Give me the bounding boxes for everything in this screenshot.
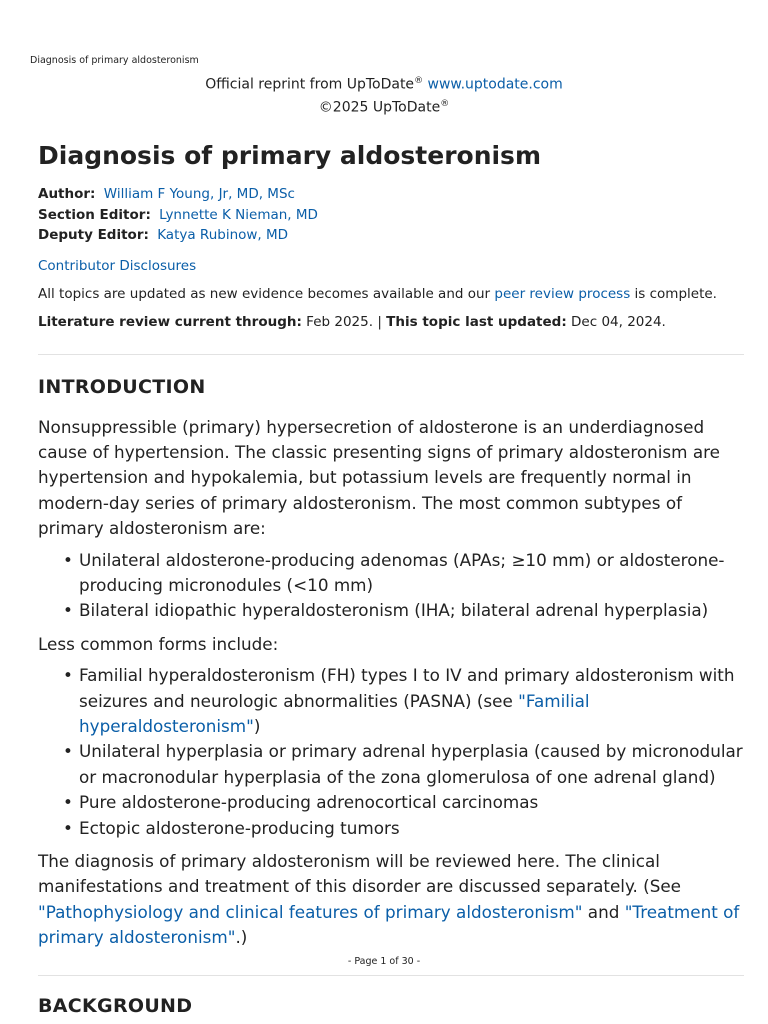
- article: [38, 138, 744, 1020]
- peer-review-link[interactable]: peer review process: [494, 285, 631, 302]
- pathophysiology-link[interactable]: "Pathophysiology and clinical features of primary aldosteronism": [38, 901, 583, 922]
- list-item: • Unilateral aldosterone-producing adenomas (APAs; ≥10 mm) or aldosterone-producing micronodules (<10 mm): [79, 548, 744, 599]
- running-header: Diagnosis of primary aldosteronism: [30, 55, 199, 66]
- reprint-line: [0, 72, 768, 95]
- section-editor-link[interactable]: Lynnette K Nieman, MD: [159, 206, 318, 223]
- intro-paragraph-3: [38, 849, 744, 951]
- page-number: - Page 1 of 30 -: [347, 956, 421, 967]
- list-item-text-end: ): [253, 715, 261, 736]
- deputy-editor-label: Deputy Editor:: [38, 227, 149, 243]
- notice-text-pre: All topics are updated as new evidence becomes available and our: [38, 285, 495, 302]
- contributor-disclosures-link[interactable]: Contributor Disclosures: [38, 257, 197, 274]
- familial-hyperaldosteronism-link[interactable]: "Familial hyperaldosteronism": [79, 690, 590, 736]
- deputy-editor-link[interactable]: Katya Rubinow, MD: [157, 227, 289, 243]
- review-separator: |: [373, 313, 387, 330]
- author-label: Author:: [38, 186, 96, 202]
- list-item: • Pure aldosterone-producing adrenocortical carcinomas: [79, 790, 744, 815]
- literature-review-date: Feb 2025.: [301, 313, 374, 330]
- registered-mark: ®: [414, 76, 424, 86]
- notice-text-post: is complete.: [630, 285, 717, 302]
- uptodate-url-link[interactable]: www.uptodate.com: [427, 76, 563, 93]
- copyright-text: ©2025 UpToDate: [318, 99, 441, 116]
- section-editor-row: [38, 205, 744, 226]
- reprint-prefix: Official reprint from UpToDate: [205, 76, 415, 93]
- divider: [38, 354, 744, 355]
- list-item: • Unilateral hyperplasia or primary adrenal hyperplasia (caused by micronodular or macronodular hyperplasia of the zona glomerulosa of one adrenal gland): [79, 739, 744, 790]
- deputy-editor-row: [38, 225, 744, 246]
- reprint-notice: [0, 72, 768, 117]
- common-subtypes-list: [38, 548, 744, 624]
- last-updated-date: Dec 04, 2024.: [566, 313, 666, 330]
- list-item-text: Familial hyperaldosteronism (FH) types I to IV and primary aldosteronism with seizures and neurologic abnormalities (PASNA) (see: [79, 665, 735, 711]
- author-info: [38, 184, 744, 246]
- author-row: [38, 184, 744, 205]
- para3-text-post: .): [235, 927, 248, 948]
- intro-paragraph-2: Less common forms include:: [38, 633, 279, 654]
- introduction-heading: INTRODUCTION: [38, 375, 206, 398]
- para3-text-pre: The diagnosis of primary aldosteronism will be reviewed here. The clinical manifestations and treatment of this disorder are discussed separately. (See: [38, 851, 682, 897]
- para3-text-mid: and: [582, 901, 625, 922]
- last-updated-label: This topic last updated:: [386, 313, 567, 330]
- copyright-line: [0, 95, 768, 118]
- treatment-link[interactable]: "Treatment of primary aldosteronism": [38, 901, 740, 948]
- list-item: • Ectopic aldosterone-producing tumors: [79, 816, 744, 841]
- registered-mark-2: ®: [440, 98, 450, 109]
- list-item: [79, 663, 744, 739]
- background-heading: BACKGROUND: [38, 994, 193, 1017]
- divider: [38, 975, 744, 976]
- less-common-forms-list: [38, 663, 744, 841]
- literature-review-label: Literature review current through:: [38, 313, 302, 330]
- page-title: Diagnosis of primary aldosteronism: [38, 141, 541, 170]
- review-dates: [38, 312, 744, 332]
- section-editor-label: Section Editor:: [38, 206, 151, 223]
- author-link[interactable]: William F Young, Jr, MD, MSc: [103, 186, 295, 202]
- intro-paragraph-1: Nonsuppressible (primary) hypersecretion of aldosterone is an underdiagnosed cause of hypertension. The classic presenting signs of primary aldosteronism are hypertension and hypokalemia, but potassium levels are frequently normal in modern-day series of primary aldosteronism. The most common subtypes of primary aldosteronism are:: [38, 416, 720, 539]
- list-item: • Bilateral idiopathic hyperaldosteronism (IHA; bilateral adrenal hyperplasia): [79, 598, 744, 623]
- disclosures: [38, 256, 744, 276]
- update-notice: [38, 284, 744, 304]
